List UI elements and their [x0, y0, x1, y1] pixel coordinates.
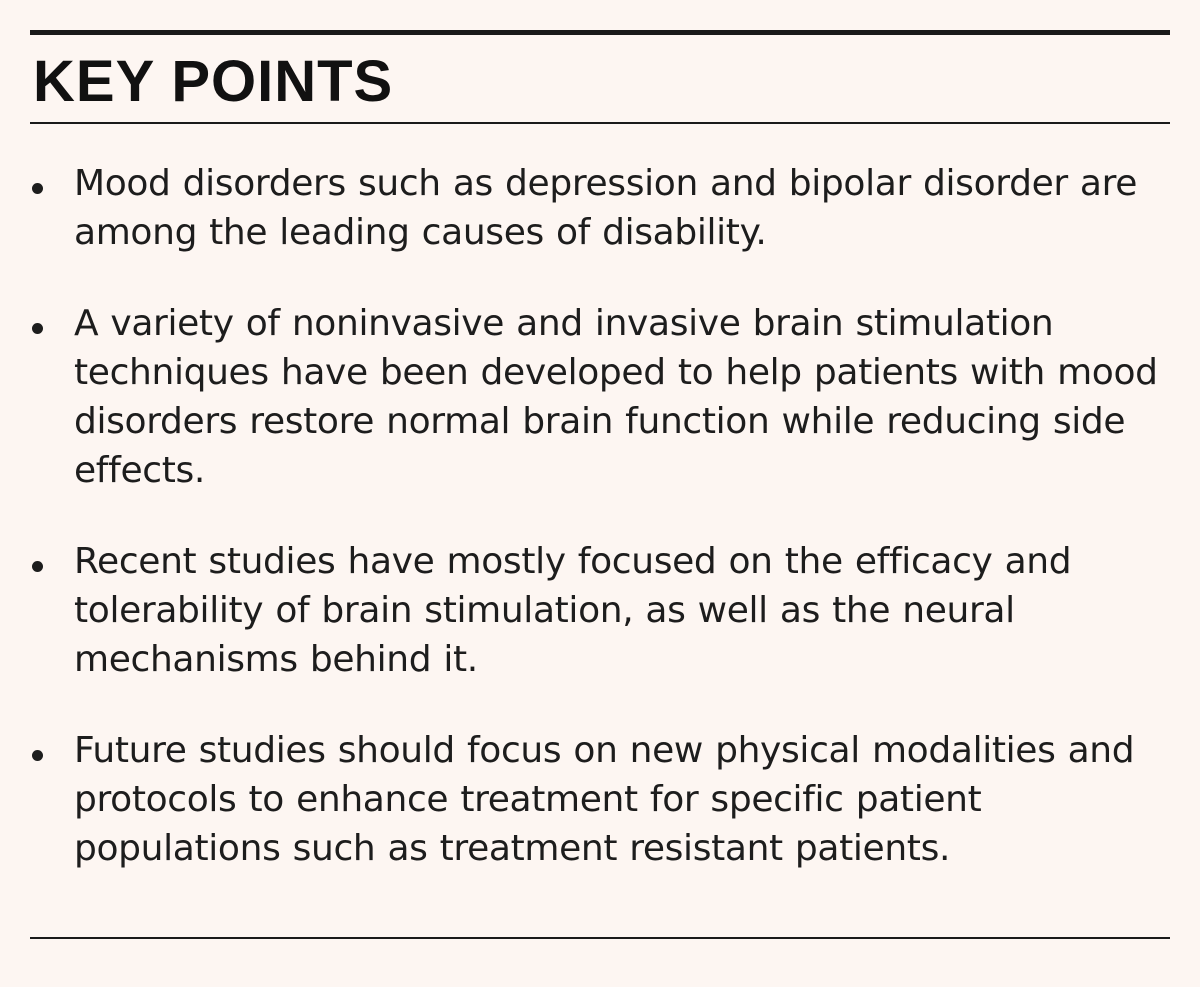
key-point-text: A variety of noninvasive and invasive brain stimulation techniques have been developed to help patients with mood disorders restore normal brain function while reducing side effects. [74, 303, 1158, 491]
key-point-item [30, 726, 1170, 873]
bullet-icon [32, 323, 43, 334]
key-points-list [30, 159, 1170, 873]
heading-divider [30, 122, 1170, 124]
key-point-item [30, 159, 1170, 257]
key-point-item [30, 299, 1170, 495]
bullet-icon [32, 750, 43, 761]
top-rule [30, 30, 1170, 35]
key-point-text: Mood disorders such as depression and bipolar disorder are among the leading causes of disability. [74, 163, 1138, 253]
key-points-heading: KEY POINTS [33, 49, 394, 114]
bottom-rule [30, 937, 1170, 939]
bullet-icon [32, 561, 43, 572]
bullet-icon [32, 183, 43, 194]
key-point-text: Recent studies have mostly focused on the efficacy and tolerability of brain stimulation, as well as the neural mechanisms behind it. [74, 541, 1072, 680]
key-point-text: Future studies should focus on new physical modalities and protocols to enhance treatment for specific patient populations such as treatment resistant patients. [74, 730, 1135, 869]
key-point-item [30, 537, 1170, 684]
